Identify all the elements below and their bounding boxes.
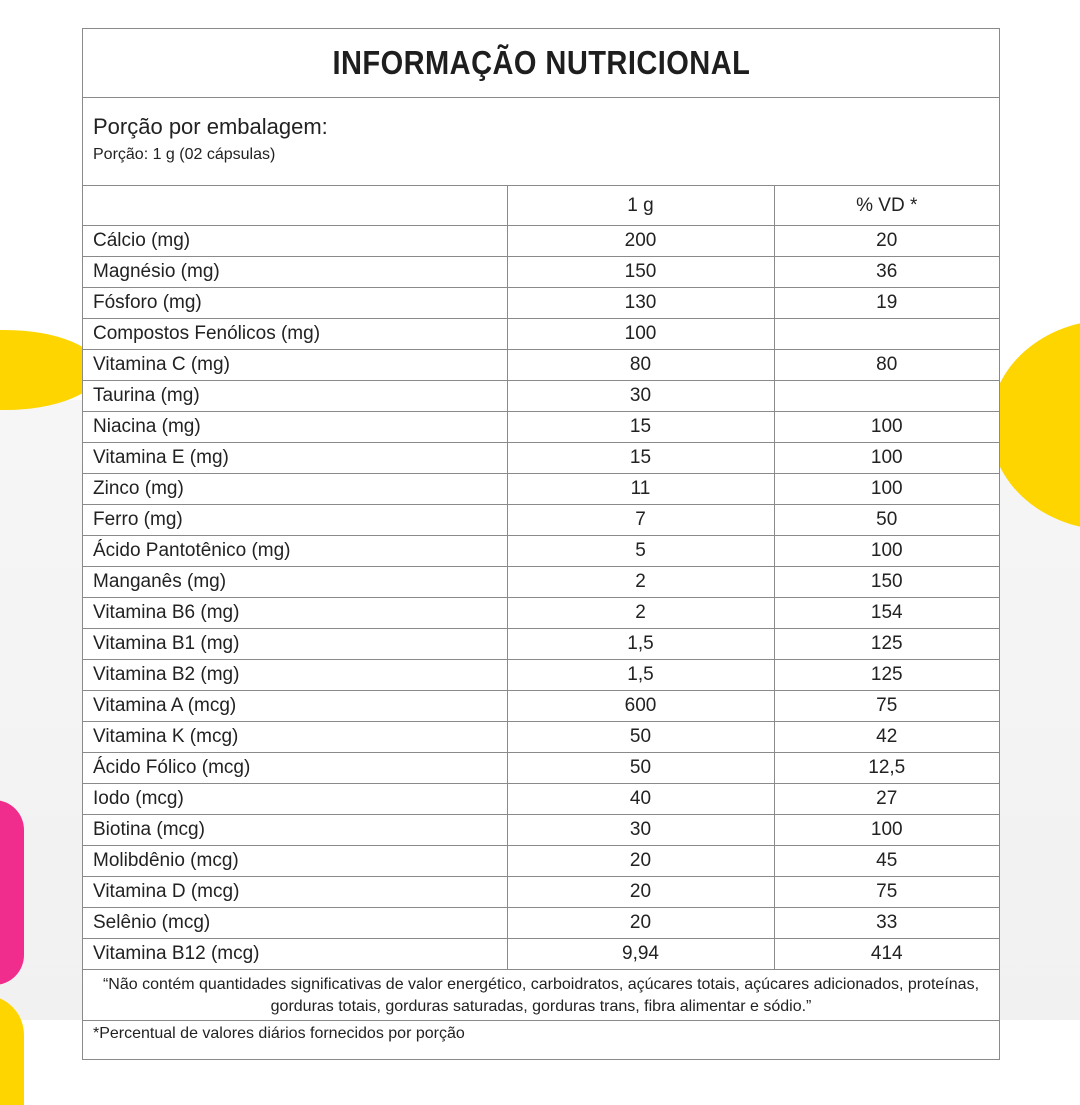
table-row: [83, 381, 999, 412]
table-row: [83, 753, 999, 784]
nutrient-daily-value: 75: [774, 877, 999, 908]
nutrient-daily-value: 33: [774, 908, 999, 939]
table-row: [83, 629, 999, 660]
nutrient-name: Vitamina D (mcg): [83, 877, 507, 908]
nutrient-daily-value: 19: [774, 288, 999, 319]
nutrient-name: Ácido Fólico (mcg): [83, 753, 507, 784]
table-row: [83, 660, 999, 691]
portion-size: Porção: 1 g (02 cápsulas): [93, 146, 276, 163]
disclaimer-text: “Não contém quantidades significativas de valor energético, carboidratos, açúcares totais, açúcares adicionados, proteínas, gorduras totais, gorduras saturadas, gorduras trans, fibra alimentar e sódio.”: [83, 970, 999, 1021]
table-row: [83, 474, 999, 505]
table-row: [83, 257, 999, 288]
nutrient-name: Selênio (mcg): [83, 908, 507, 939]
nutrient-name: Zinco (mg): [83, 474, 507, 505]
nutrient-quantity: 11: [507, 474, 774, 505]
table-row: [83, 784, 999, 815]
nutrient-daily-value: 12,5: [774, 753, 999, 784]
decorative-pink-shape: [0, 800, 24, 985]
nutrient-quantity: 40: [507, 784, 774, 815]
table-row: [83, 722, 999, 753]
nutrient-name: Ferro (mg): [83, 505, 507, 536]
nutrient-daily-value: [774, 381, 999, 412]
nutrient-name: Compostos Fenólicos (mg): [83, 319, 507, 350]
nutrient-quantity: 30: [507, 815, 774, 846]
nutrient-quantity: 600: [507, 691, 774, 722]
nutrient-daily-value: 150: [774, 567, 999, 598]
footnote-text: *Percentual de valores diários fornecidos por porção: [93, 1025, 465, 1042]
nutrient-quantity: 20: [507, 908, 774, 939]
nutrient-name: Vitamina C (mg): [83, 350, 507, 381]
nutrient-name: Iodo (mcg): [83, 784, 507, 815]
nutrient-name: Cálcio (mg): [83, 226, 507, 257]
table-row: [83, 505, 999, 536]
table-row: [83, 319, 999, 350]
nutrient-name: Fósforo (mg): [83, 288, 507, 319]
nutrient-daily-value: 125: [774, 629, 999, 660]
title-row: [83, 29, 999, 98]
header-quantity: 1 g: [507, 186, 774, 226]
table-row: [83, 567, 999, 598]
nutrient-name: Biotina (mcg): [83, 815, 507, 846]
nutrient-name: Molibdênio (mcg): [83, 846, 507, 877]
table-row: [83, 815, 999, 846]
nutrient-quantity: 30: [507, 381, 774, 412]
nutrient-name: Magnésio (mg): [83, 257, 507, 288]
nutrient-quantity: 7: [507, 505, 774, 536]
nutrient-quantity: 20: [507, 846, 774, 877]
nutrient-quantity: 50: [507, 753, 774, 784]
table-row: [83, 877, 999, 908]
nutrient-quantity: 50: [507, 722, 774, 753]
nutrient-name: Taurina (mg): [83, 381, 507, 412]
nutrient-quantity: 5: [507, 536, 774, 567]
table-row: [83, 939, 999, 970]
nutrient-quantity: 1,5: [507, 629, 774, 660]
nutrient-daily-value: 100: [774, 536, 999, 567]
nutrient-name: Vitamina E (mg): [83, 443, 507, 474]
nutrient-daily-value: 100: [774, 474, 999, 505]
nutrient-daily-value: 80: [774, 350, 999, 381]
header-nutrient: [83, 186, 507, 226]
nutrient-daily-value: 125: [774, 660, 999, 691]
nutrition-table: [83, 186, 999, 970]
nutrient-quantity: 15: [507, 443, 774, 474]
nutrient-daily-value: 414: [774, 939, 999, 970]
table-row: [83, 443, 999, 474]
nutrient-daily-value: 100: [774, 443, 999, 474]
table-row: [83, 226, 999, 257]
nutrient-quantity: 100: [507, 319, 774, 350]
nutrient-daily-value: 75: [774, 691, 999, 722]
nutrient-daily-value: 100: [774, 815, 999, 846]
table-row: [83, 412, 999, 443]
header-daily-value: % VD *: [774, 186, 999, 226]
table-row: [83, 288, 999, 319]
nutrient-quantity: 2: [507, 598, 774, 629]
table-row: [83, 691, 999, 722]
nutrient-name: Ácido Pantotênico (mg): [83, 536, 507, 567]
nutrient-quantity: 130: [507, 288, 774, 319]
nutrient-daily-value: 42: [774, 722, 999, 753]
nutrient-quantity: 80: [507, 350, 774, 381]
nutrient-name: Vitamina B12 (mcg): [83, 939, 507, 970]
nutrient-name: Vitamina K (mcg): [83, 722, 507, 753]
nutrient-quantity: 15: [507, 412, 774, 443]
nutrient-name: Vitamina B6 (mg): [83, 598, 507, 629]
nutrient-quantity: 9,94: [507, 939, 774, 970]
nutrient-quantity: 150: [507, 257, 774, 288]
nutrition-facts-panel: [82, 28, 1000, 1060]
nutrient-quantity: 2: [507, 567, 774, 598]
table-row: [83, 350, 999, 381]
nutrient-name: Vitamina B2 (mg): [83, 660, 507, 691]
portion-heading: Porção por embalagem:: [93, 114, 328, 139]
nutrient-quantity: 200: [507, 226, 774, 257]
nutrient-daily-value: 154: [774, 598, 999, 629]
nutrient-name: Vitamina A (mcg): [83, 691, 507, 722]
nutrient-daily-value: 45: [774, 846, 999, 877]
nutrient-daily-value: [774, 319, 999, 350]
table-row: [83, 598, 999, 629]
nutrient-quantity: 1,5: [507, 660, 774, 691]
table-row: [83, 536, 999, 567]
nutrient-daily-value: 50: [774, 505, 999, 536]
nutrient-daily-value: 20: [774, 226, 999, 257]
portion-block: [83, 98, 999, 186]
nutrient-daily-value: 100: [774, 412, 999, 443]
nutrient-daily-value: 36: [774, 257, 999, 288]
nutrient-name: Vitamina B1 (mg): [83, 629, 507, 660]
nutrient-quantity: 20: [507, 877, 774, 908]
nutrient-name: Manganês (mg): [83, 567, 507, 598]
nutrient-name: Niacina (mg): [83, 412, 507, 443]
nutrient-daily-value: 27: [774, 784, 999, 815]
table-row: [83, 908, 999, 939]
panel-title: INFORMAÇÃO NUTRICIONAL: [332, 44, 750, 81]
table-header-row: [83, 186, 999, 226]
table-row: [83, 846, 999, 877]
